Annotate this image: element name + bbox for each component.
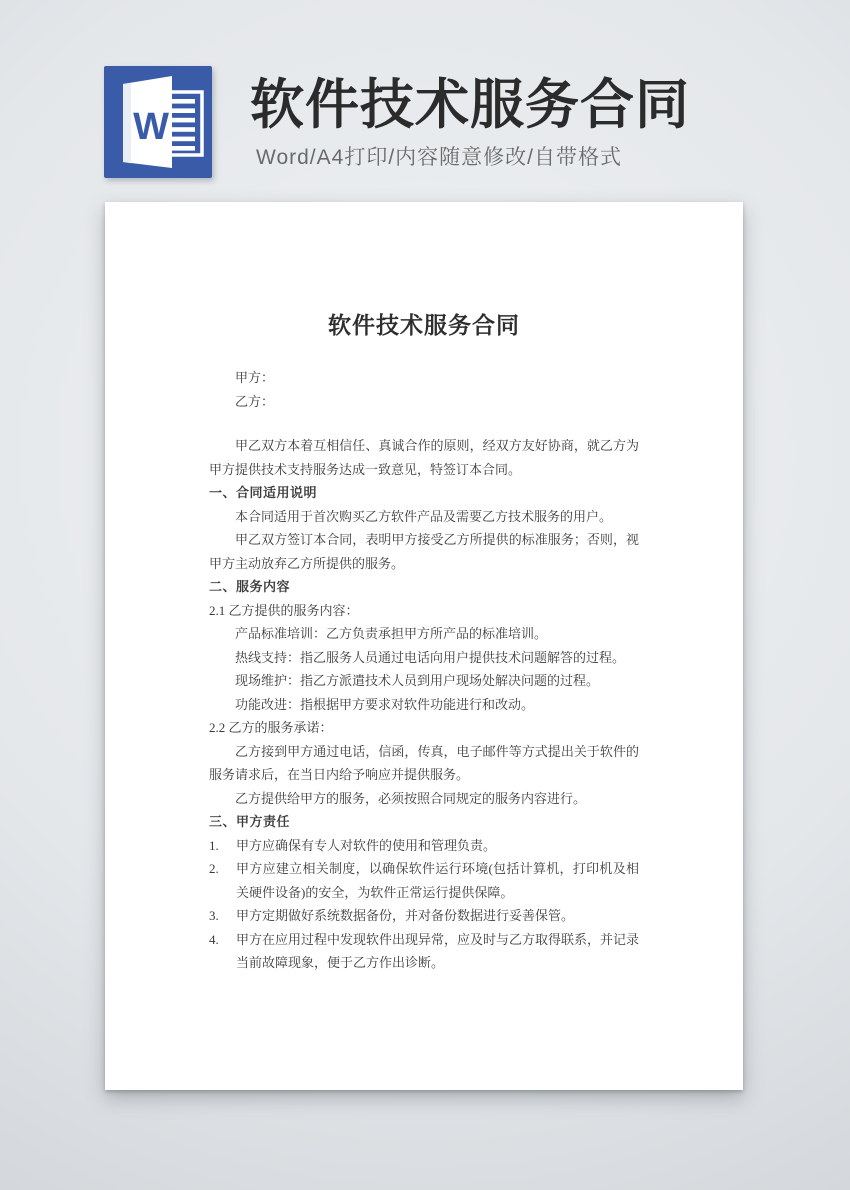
banner-subtitle: Word/A4打印/内容随意修改/自带格式 xyxy=(256,146,622,169)
party-b-label: 乙方： xyxy=(235,393,275,409)
paragraph: 乙方提供给甲方的服务，必须按照合同规定的服务内容进行。 xyxy=(235,790,587,806)
paragraph: 乙方接到甲方通过电话，信函，传真，电子邮件等方式提出关于软件的服务请求后，在当日内给予响应并提供服务。 xyxy=(209,743,639,782)
banner-title: 软件技术服务合同 xyxy=(250,75,690,135)
doc-body xyxy=(209,434,639,975)
paragraph: 热线支持：指乙服务人员通过电话向用户提供技术问题解答的过程。 xyxy=(235,649,626,665)
item-number: 4. xyxy=(209,931,219,947)
paragraph: 现场维护：指乙方派遣技术人员到用户现场处解决问题的过程。 xyxy=(235,673,600,688)
word-icon-letter: W xyxy=(133,106,169,148)
paragraph: 甲乙双方签订本合同，表明甲方接受乙方所提供的标准服务；否则，视甲方主动放弃乙方所提供的服务。 xyxy=(209,532,639,571)
numbered-item xyxy=(209,834,639,858)
section-heading: 二、服务内容 xyxy=(209,579,291,594)
subsection-line: 2.1 乙方提供的服务内容： xyxy=(209,602,359,618)
item-number: 1. xyxy=(209,837,219,853)
item-text: 甲方定期做好系统数据备份，并对备份数据进行妥善保管。 xyxy=(236,908,575,923)
numbered-item xyxy=(209,928,639,975)
numbered-item xyxy=(209,857,639,904)
document-page xyxy=(105,202,743,1090)
paragraph: 功能改进：指根据甲方要求对软件功能进行和改动。 xyxy=(235,696,535,712)
word-icon xyxy=(104,66,212,178)
paragraph: 产品标准培训：乙方负责承担甲方所产品的标准培训。 xyxy=(235,626,548,641)
paragraph: 甲乙双方本着互相信任、真诚合作的原则，经双方友好协商，就乙方为甲方提供技术支持服务达成一致意见，特签订本合同。 xyxy=(209,438,639,477)
party-a-label: 甲方： xyxy=(235,370,275,385)
paragraph: 本合同适用于首次购买乙方软件产品及需要乙方技术服务的用户。 xyxy=(235,508,613,524)
party-lines xyxy=(209,366,639,413)
numbered-item xyxy=(209,904,639,928)
section-heading: 三、甲方责任 xyxy=(209,814,291,829)
subsection-line: 2.2 乙方的服务承诺： xyxy=(209,720,333,735)
item-text: 甲方应确保有专人对软件的使用和管理负责。 xyxy=(236,837,497,853)
section-heading: 一、合同适用说明 xyxy=(209,485,318,500)
document-title: 软件技术服务合同 xyxy=(328,313,520,338)
item-text: 甲方在应用过程中发现软件出现异常，应及时与乙方取得联系，并记录当前故障现象，便于乙方作出诊断。 xyxy=(236,931,640,970)
item-number: 3. xyxy=(209,908,219,923)
item-number: 2. xyxy=(209,861,219,876)
item-text: 甲方应建立相关制度，以确保软件运行环境(包括计算机，打印机及相关硬件设备)的安全，为软件正常运行提供保障。 xyxy=(236,861,639,900)
